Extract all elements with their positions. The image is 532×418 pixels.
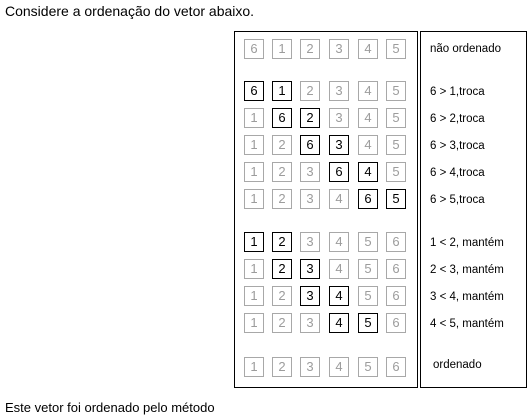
array-cell: 5 xyxy=(358,232,378,252)
array-cell: 6 xyxy=(244,39,264,59)
array-cell: 3 xyxy=(329,39,349,59)
array-cell: 6 xyxy=(272,108,292,128)
array-cell: 2 xyxy=(272,162,292,182)
array-cell: 2 xyxy=(272,232,292,252)
array-cell: 1 xyxy=(244,357,264,377)
array-cell: 4 xyxy=(329,357,349,377)
step-description: ordenado xyxy=(433,359,482,371)
array-cell: 1 xyxy=(244,286,264,306)
array-cell: 3 xyxy=(329,108,349,128)
array-cell: 3 xyxy=(300,189,320,209)
array-cell: 3 xyxy=(300,232,320,252)
array-cell: 2 xyxy=(272,189,292,209)
array-cell: 4 xyxy=(329,189,349,209)
array-cell: 6 xyxy=(386,232,406,252)
array-cell: 5 xyxy=(386,189,406,209)
array-cell: 5 xyxy=(386,135,406,155)
array-cell: 3 xyxy=(329,135,349,155)
array-cell: 5 xyxy=(386,81,406,101)
step-description: 3 < 4, mantém xyxy=(430,291,504,303)
array-cell: 5 xyxy=(386,162,406,182)
array-cell: 5 xyxy=(358,259,378,279)
array-cell: 1 xyxy=(272,81,292,101)
array-cell: 6 xyxy=(386,357,406,377)
step-description: não ordenado xyxy=(430,43,501,55)
array-cell: 4 xyxy=(358,108,378,128)
array-cell: 2 xyxy=(300,39,320,59)
question-footer: Este vetor foi ordenado pelo método xyxy=(5,400,215,415)
array-cell: 5 xyxy=(358,286,378,306)
array-cell: 3 xyxy=(329,81,349,101)
array-cell: 6 xyxy=(386,313,406,333)
array-cell: 3 xyxy=(300,259,320,279)
step-description: 6 > 4,troca xyxy=(430,167,485,179)
array-cell: 5 xyxy=(386,108,406,128)
array-cell: 2 xyxy=(272,357,292,377)
array-cell: 1 xyxy=(244,135,264,155)
array-cell: 1 xyxy=(272,39,292,59)
array-cell: 5 xyxy=(358,357,378,377)
array-cell: 6 xyxy=(386,286,406,306)
array-cell: 3 xyxy=(300,286,320,306)
array-cell: 1 xyxy=(244,232,264,252)
array-cell: 4 xyxy=(329,313,349,333)
array-cell: 2 xyxy=(272,286,292,306)
array-cell: 2 xyxy=(272,135,292,155)
step-description: 2 < 3, mantém xyxy=(430,264,504,276)
array-cell: 4 xyxy=(358,81,378,101)
array-cell: 1 xyxy=(244,313,264,333)
array-cell: 1 xyxy=(244,259,264,279)
array-cell: 6 xyxy=(329,162,349,182)
array-cell: 4 xyxy=(358,135,378,155)
step-description: 4 < 5, mantém xyxy=(430,318,504,330)
array-cell: 2 xyxy=(300,81,320,101)
step-description: 1 < 2, mantém xyxy=(430,237,504,249)
array-cell: 2 xyxy=(272,259,292,279)
step-description: 6 > 1,troca xyxy=(430,86,485,98)
step-description: 6 > 5,troca xyxy=(430,194,485,206)
array-cell: 4 xyxy=(329,286,349,306)
array-cell: 4 xyxy=(358,162,378,182)
array-cell: 4 xyxy=(358,39,378,59)
array-cell: 2 xyxy=(272,313,292,333)
array-cell: 6 xyxy=(244,81,264,101)
step-description: 6 > 3,troca xyxy=(430,140,485,152)
array-cell: 5 xyxy=(386,39,406,59)
array-cell: 4 xyxy=(329,259,349,279)
array-cell: 3 xyxy=(300,313,320,333)
array-cell: 3 xyxy=(300,357,320,377)
array-cell: 3 xyxy=(300,162,320,182)
array-cell: 2 xyxy=(300,108,320,128)
array-cell: 5 xyxy=(358,313,378,333)
question-heading: Considere a ordenação do vetor abaixo. xyxy=(5,3,255,19)
array-cell: 1 xyxy=(244,162,264,182)
array-cell: 6 xyxy=(386,259,406,279)
array-cell: 4 xyxy=(329,232,349,252)
array-cell: 1 xyxy=(244,189,264,209)
array-cell: 6 xyxy=(300,135,320,155)
array-cell: 1 xyxy=(244,108,264,128)
array-cell: 6 xyxy=(358,189,378,209)
step-description: 6 > 2,troca xyxy=(430,113,485,125)
